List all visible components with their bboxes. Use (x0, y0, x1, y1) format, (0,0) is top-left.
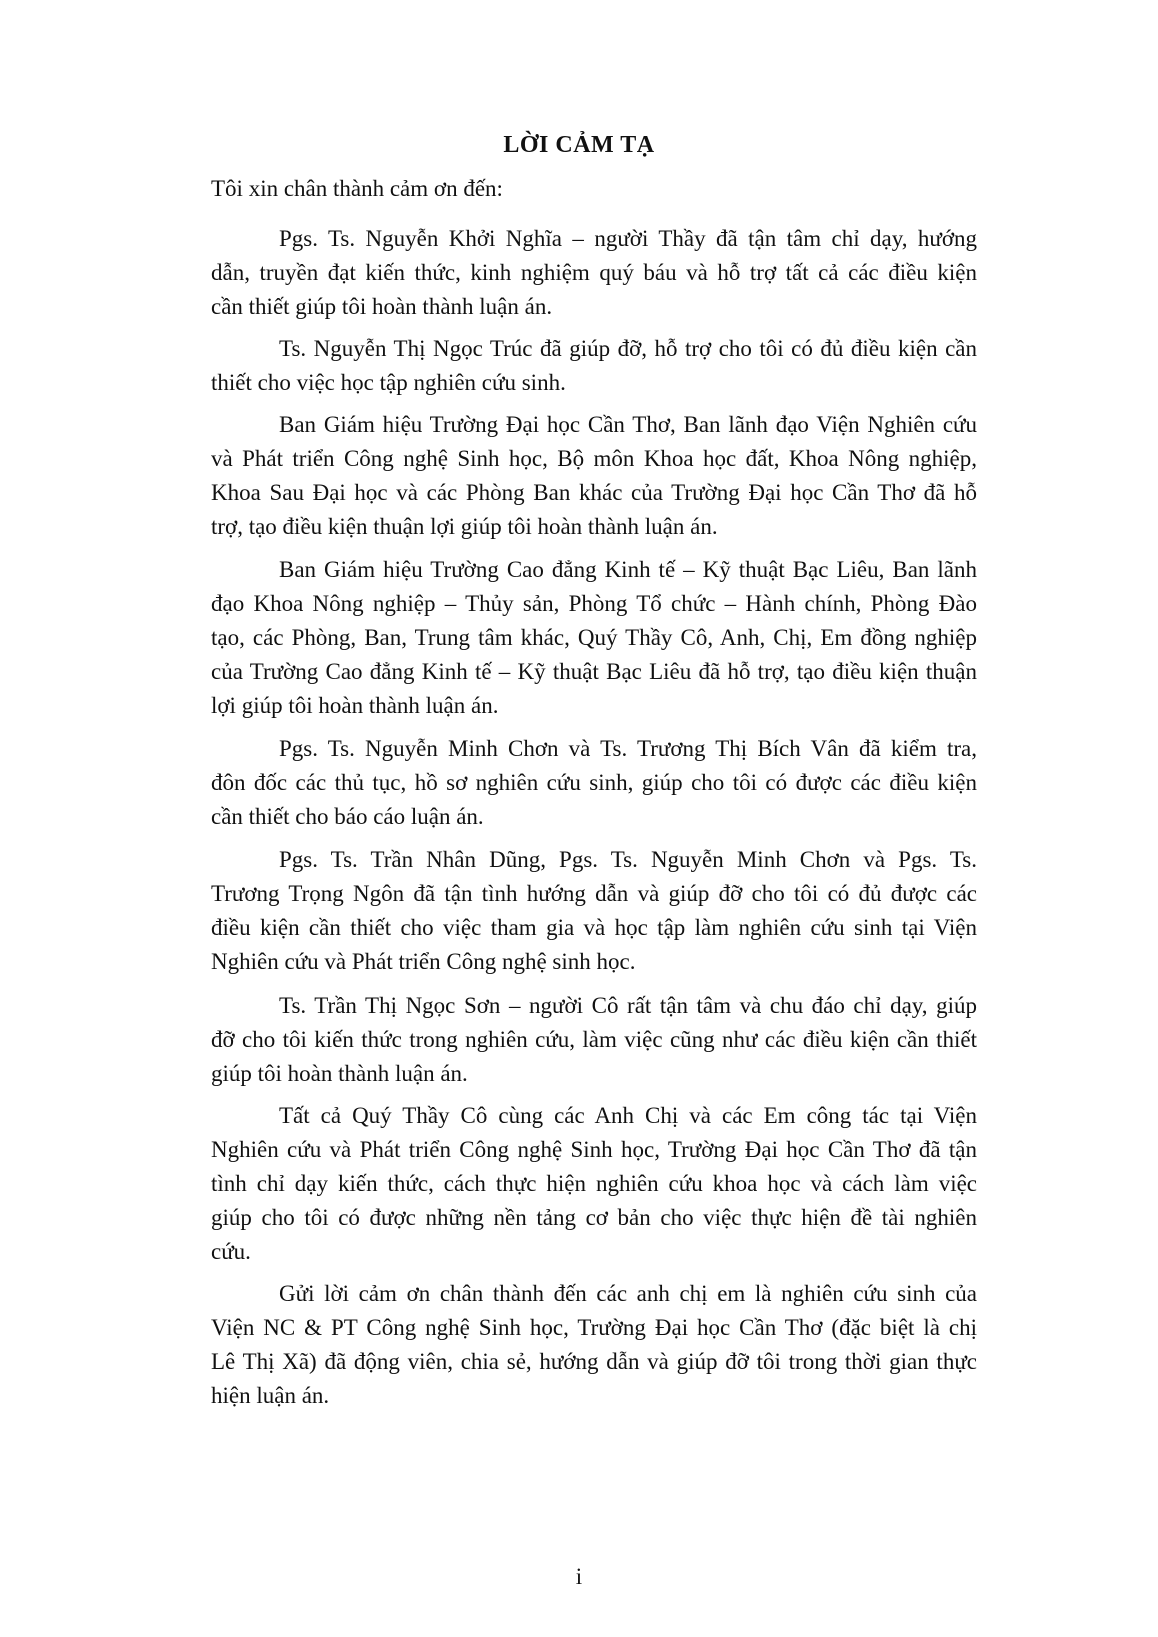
paragraph-line: giúp cho tôi có được những nền tảng cơ bản cho việc thực hiện đề tài nghiên (211, 1205, 977, 1230)
paragraph-line: Pgs. Ts. Nguyễn Khởi Nghĩa – người Thầy đã tận tâm chỉ dạy, hướng (279, 226, 977, 251)
paragraph-line: và Phát triển Công nghệ Sinh học, Bộ môn Khoa học đất, Khoa Nông nghiệp, (211, 446, 977, 471)
paragraph (211, 989, 977, 1091)
paragraph-line: Pgs. Ts. Nguyễn Minh Chơn và Ts. Trương Thị Bích Vân đã kiểm tra, (279, 736, 977, 761)
paragraph (211, 408, 977, 544)
paragraph-line: cần thiết giúp tôi hoàn thành luận án. (211, 294, 553, 319)
paragraph-line: cần thiết cho báo cáo luận án. (211, 804, 484, 829)
paragraph-line: Gửi lời cảm ơn chân thành đến các anh chị em là nghiên cứu sinh của (279, 1281, 977, 1306)
paragraph-line: Nghiên cứu và Phát triển Công nghệ sinh học. (211, 949, 636, 974)
paragraph-line: đạo Khoa Nông nghiệp – Thủy sản, Phòng Tổ chức – Hành chính, Phòng Đào (211, 591, 977, 616)
paragraph-line: Ban Giám hiệu Trường Cao đẳng Kinh tế – Kỹ thuật Bạc Liêu, Ban lãnh (279, 557, 977, 582)
paragraph (211, 1099, 977, 1269)
intro-line: Tôi xin chân thành cảm ơn đến: (211, 176, 503, 201)
paragraph-line: đôn đốc các thủ tục, hồ sơ nghiên cứu sinh, giúp cho tôi có được các điều kiện (211, 770, 977, 795)
paragraph-line: Ts. Trần Thị Ngọc Sơn – người Cô rất tận tâm và chu đáo chỉ dạy, giúp (279, 993, 977, 1018)
page-title: LỜI CẢM TẠ (503, 132, 655, 158)
paragraph-line: trợ, tạo điều kiện thuận lợi giúp tôi hoàn thành luận án. (211, 514, 718, 539)
paragraph-line: Nghiên cứu và Phát triển Công nghệ Sinh học, Trường Đại học Cần Thơ đã tận (211, 1137, 977, 1162)
paragraph-line: của Trường Cao đẳng Kinh tế – Kỹ thuật Bạc Liêu đã hỗ trợ, tạo điều kiện thuận (211, 659, 977, 684)
paragraph (211, 732, 977, 834)
paragraph (211, 332, 977, 400)
paragraph-line: Viện NC & PT Công nghệ Sinh học, Trường Đại học Cần Thơ (đặc biệt là chị (211, 1315, 977, 1340)
paragraph (211, 1277, 977, 1413)
paragraph (211, 222, 977, 324)
paragraph-line: Tất cả Quý Thầy Cô cùng các Anh Chị và các Em công tác tại Viện (279, 1103, 977, 1128)
paragraph-line: Lê Thị Xã) đã động viên, chia sẻ, hướng dẫn và giúp đỡ tôi trong thời gian thực (211, 1349, 977, 1374)
paragraph-line: lợi giúp tôi hoàn thành luận án. (211, 693, 499, 718)
paragraph (211, 843, 977, 979)
page-number: i (575, 1564, 583, 1589)
paragraph-line: tình chỉ dạy kiến thức, cách thực hiện nghiên cứu khoa học và cách làm việc (211, 1171, 977, 1196)
paragraph-line: điều kiện cần thiết cho việc tham gia và học tập làm nghiên cứu sinh tại Viện (211, 915, 977, 940)
paragraph-line: hiện luận án. (211, 1383, 330, 1408)
paragraph-line: Trương Trọng Ngôn đã tận tình hướng dẫn và giúp đỡ cho tôi có đủ được các (211, 881, 977, 906)
paragraph-line: tạo, các Phòng, Ban, Trung tâm khác, Quý Thầy Cô, Anh, Chị, Em đồng nghiệp (211, 625, 977, 650)
paragraph-line: Ban Giám hiệu Trường Đại học Cần Thơ, Ban lãnh đạo Viện Nghiên cứu (279, 412, 977, 437)
paragraph-line: Khoa Sau Đại học và các Phòng Ban khác của Trường Đại học Cần Thơ đã hỗ (211, 480, 977, 505)
paragraph-line: Pgs. Ts. Trần Nhân Dũng, Pgs. Ts. Nguyễn Minh Chơn và Pgs. Ts. (279, 847, 977, 872)
paragraph-line: dẫn, truyền đạt kiến thức, kinh nghiệm quý báu và hỗ trợ tất cả các điều kiện (211, 260, 977, 285)
paragraph (211, 553, 977, 723)
paragraph-line: cứu. (211, 1239, 251, 1264)
paragraph-line: đỡ cho tôi kiến thức trong nghiên cứu, làm việc cũng như các điều kiện cần thiết (211, 1027, 977, 1052)
paragraph-line: thiết cho việc học tập nghiên cứu sinh. (211, 370, 566, 395)
paragraph-line: Ts. Nguyễn Thị Ngọc Trúc đã giúp đỡ, hỗ trợ cho tôi có đủ điều kiện cần (279, 336, 977, 361)
paragraph-line: giúp tôi hoàn thành luận án. (211, 1061, 468, 1086)
